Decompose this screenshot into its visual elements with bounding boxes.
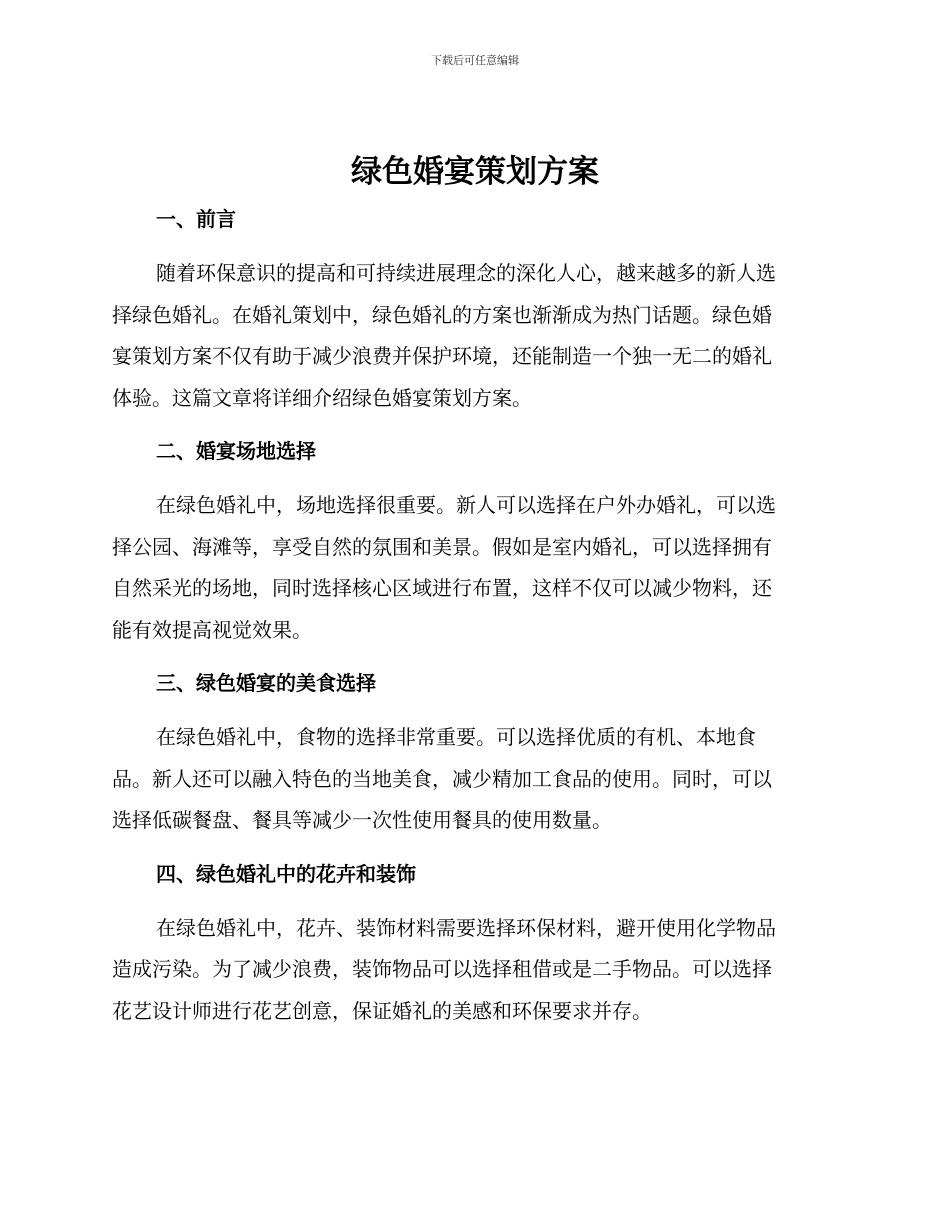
- section-heading-flowers: 四、绿色婚礼中的花卉和装饰: [156, 861, 416, 886]
- paragraph-line: 随着环保意识的提高和可持续进展理念的深化人心，越来越多的新人选: [156, 261, 776, 285]
- section-heading-food: 三、绿色婚宴的美食选择: [156, 671, 376, 695]
- paragraph-line: 自然采光的场地，同时选择核心区域进行布置，这样不仅可以减少物料，还: [112, 576, 772, 600]
- paragraph-line: 在绿色婚礼中，食物的选择非常重要。可以选择优质的有机、本地食: [156, 725, 756, 749]
- paragraph-line: 择公园、海滩等，享受自然的氛围和美景。假如是室内婚礼，可以选择拥有: [112, 534, 772, 559]
- section-body-food: [112, 717, 832, 842]
- paragraph-line: 体验。这篇文章将详细介绍绿色婚宴策划方案。: [112, 385, 532, 410]
- section-body-preface: [112, 253, 832, 419]
- document-body: [112, 198, 832, 1032]
- paragraph-line: 在绿色婚礼中，花卉、装饰材料需要选择环保材料，避开使用化学物品: [156, 915, 776, 940]
- paragraph-line: 花艺设计师进行花艺创意，保证婚礼的美感和环保要求并存。: [112, 998, 652, 1023]
- section-heading-venue: 二、婚宴场地选择: [156, 439, 316, 463]
- paragraph-line: 能有效提高视觉效果。: [112, 617, 312, 642]
- paragraph-line: 造成污染。为了减少浪费，装饰物品可以选择租借或是二手物品。可以选择: [112, 957, 772, 981]
- document-title: 绿色婚宴策划方案: [351, 154, 599, 190]
- section-body-venue: [112, 485, 832, 651]
- paragraph-line: 在绿色婚礼中，场地选择很重要。新人可以选择在户外办婚礼，可以选: [156, 493, 776, 517]
- section-heading-preface: 一、前言: [156, 207, 236, 231]
- section-body-flowers: [112, 908, 832, 1033]
- paragraph-line: 选择低碳餐盘、餐具等减少一次性使用餐具的使用数量。: [112, 808, 612, 832]
- page-header-note: 下载后可任意编辑: [431, 54, 519, 67]
- paragraph-line: 品。新人还可以融入特色的当地美食，减少精加工食品的使用。同时，可以: [112, 766, 772, 791]
- paragraph-line: 宴策划方案不仅有助于减少浪费并保护环境，还能制造一个独一无二的婚礼: [112, 344, 772, 368]
- paragraph-line: 择绿色婚礼。在婚礼策划中，绿色婚礼的方案也渐渐成为热门话题。绿色婚: [112, 302, 772, 327]
